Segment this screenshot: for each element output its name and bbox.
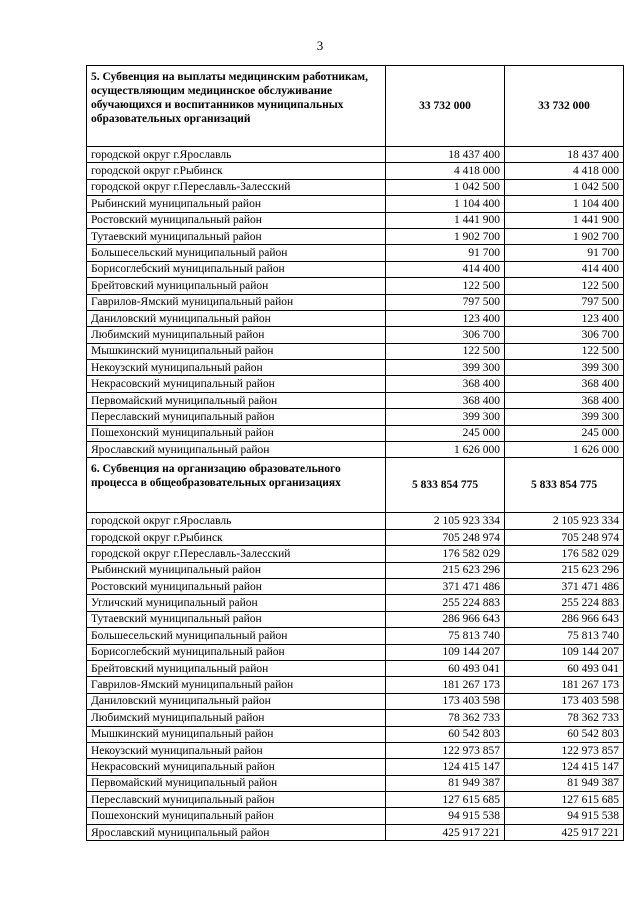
table-row [87, 546, 624, 562]
table-row [87, 513, 624, 529]
amount-1: 124 415 147 [386, 759, 505, 775]
table-row [87, 742, 624, 758]
table-row [87, 212, 624, 228]
amount-2: 1 441 900 [505, 212, 624, 228]
amount-2: 306 700 [505, 327, 624, 343]
table-row [87, 245, 624, 261]
municipality-name: Борисоглебский муниципальный район [87, 644, 386, 660]
municipality-name: Даниловский муниципальный район [87, 693, 386, 709]
table-row [87, 376, 624, 392]
amount-1: 91 700 [386, 245, 505, 261]
amount-1: 1 104 400 [386, 196, 505, 212]
amount-2: 1 626 000 [505, 442, 624, 458]
amount-1: 2 105 923 334 [386, 513, 505, 529]
table-row [87, 442, 624, 458]
amount-2: 215 623 296 [505, 562, 624, 578]
municipality-name: Любимский муниципальный район [87, 710, 386, 726]
amount-2: 78 362 733 [505, 710, 624, 726]
table-row [87, 163, 624, 179]
municipality-name: Первомайский муниципальный район [87, 392, 386, 408]
amount-1: 368 400 [386, 376, 505, 392]
table-row [87, 562, 624, 578]
table-row [87, 294, 624, 310]
municipality-name: Некрасовский муниципальный район [87, 759, 386, 775]
municipality-name: Пошехонский муниципальный район [87, 425, 386, 441]
section-total-2: 33 732 000 [505, 66, 624, 147]
amount-2: 2 105 923 334 [505, 513, 624, 529]
table-row [87, 578, 624, 594]
amount-1: 123 400 [386, 310, 505, 326]
municipality-name: городской округ г.Ярославль [87, 147, 386, 163]
municipality-name: Пошехонский муниципальный район [87, 808, 386, 824]
amount-2: 1 042 500 [505, 179, 624, 195]
table-row [87, 179, 624, 195]
table-row [87, 147, 624, 163]
amount-1: 245 000 [386, 425, 505, 441]
amount-1: 414 400 [386, 261, 505, 277]
municipality-name: Гаврилов-Ямский муниципальный район [87, 677, 386, 693]
municipality-name: городской округ г.Переславль-Залесский [87, 179, 386, 195]
amount-2: 122 973 857 [505, 742, 624, 758]
amount-2: 81 949 387 [505, 775, 624, 791]
amount-2: 1 104 400 [505, 196, 624, 212]
table-row [87, 792, 624, 808]
amount-1: 705 248 974 [386, 529, 505, 545]
subvention-table-body [87, 66, 624, 841]
amount-1: 78 362 733 [386, 710, 505, 726]
amount-2: 255 224 883 [505, 595, 624, 611]
table-row [87, 196, 624, 212]
table-row [87, 677, 624, 693]
municipality-name: Некрасовский муниципальный район [87, 376, 386, 392]
municipality-name: городской округ г.Рыбинск [87, 529, 386, 545]
amount-2: 705 248 974 [505, 529, 624, 545]
page-number: 3 [316, 38, 324, 53]
amount-1: 797 500 [386, 294, 505, 310]
municipality-name: Любимский муниципальный район [87, 327, 386, 343]
municipality-name: Гаврилов-Ямский муниципальный район [87, 294, 386, 310]
amount-1: 286 966 643 [386, 611, 505, 627]
table-row [87, 425, 624, 441]
amount-1: 306 700 [386, 327, 505, 343]
municipality-name: Угличский муниципальный район [87, 595, 386, 611]
amount-1: 181 267 173 [386, 677, 505, 693]
amount-1: 122 500 [386, 278, 505, 294]
table-row [87, 824, 624, 840]
amount-1: 425 917 221 [386, 824, 505, 840]
amount-1: 4 418 000 [386, 163, 505, 179]
table-row [87, 360, 624, 376]
amount-1: 127 615 685 [386, 792, 505, 808]
amount-1: 399 300 [386, 409, 505, 425]
amount-1: 122 973 857 [386, 742, 505, 758]
section-total-2: 5 833 854 775 [505, 458, 624, 513]
amount-2: 181 267 173 [505, 677, 624, 693]
amount-1: 255 224 883 [386, 595, 505, 611]
amount-2: 368 400 [505, 376, 624, 392]
amount-2: 91 700 [505, 245, 624, 261]
amount-2: 4 418 000 [505, 163, 624, 179]
amount-1: 60 542 803 [386, 726, 505, 742]
amount-2: 60 493 041 [505, 660, 624, 676]
amount-2: 60 542 803 [505, 726, 624, 742]
municipality-name: Переславский муниципальный район [87, 409, 386, 425]
table-row [87, 261, 624, 277]
table-row [87, 710, 624, 726]
municipality-name: Некоузский муниципальный район [87, 360, 386, 376]
section-title: 5. Субвенция на выплаты медицинским работникам, осуществляющим медицинское обслуживание обучающихся и воспитанников муниципальных образовательных организаций [87, 66, 386, 147]
amount-1: 1 626 000 [386, 442, 505, 458]
amount-1: 81 949 387 [386, 775, 505, 791]
table-row [87, 726, 624, 742]
municipality-name: Рыбинский муниципальный район [87, 196, 386, 212]
amount-1: 1 902 700 [386, 228, 505, 244]
section-total-1: 5 833 854 775 [386, 458, 505, 513]
amount-1: 399 300 [386, 360, 505, 376]
amount-1: 368 400 [386, 392, 505, 408]
amount-1: 371 471 486 [386, 578, 505, 594]
municipality-name: Мышкинский муниципальный район [87, 726, 386, 742]
table-row [87, 660, 624, 676]
municipality-name: Ярославский муниципальный район [87, 824, 386, 840]
amount-1: 109 144 207 [386, 644, 505, 660]
amount-2: 123 400 [505, 310, 624, 326]
municipality-name: Рыбинский муниципальный район [87, 562, 386, 578]
amount-1: 94 915 538 [386, 808, 505, 824]
amount-1: 215 623 296 [386, 562, 505, 578]
table-row [87, 595, 624, 611]
municipality-name: Ростовский муниципальный район [87, 578, 386, 594]
municipality-name: Большесельский муниципальный район [87, 245, 386, 261]
municipality-name: Ярославский муниципальный район [87, 442, 386, 458]
table-row [87, 327, 624, 343]
amount-1: 75 813 740 [386, 628, 505, 644]
amount-2: 368 400 [505, 392, 624, 408]
municipality-name: городской округ г.Рыбинск [87, 163, 386, 179]
amount-1: 18 437 400 [386, 147, 505, 163]
amount-2: 124 415 147 [505, 759, 624, 775]
amount-2: 797 500 [505, 294, 624, 310]
table-row [87, 310, 624, 326]
municipality-name: Ростовский муниципальный район [87, 212, 386, 228]
municipality-name: Даниловский муниципальный район [87, 310, 386, 326]
municipality-name: городской округ г.Переславль-Залесский [87, 546, 386, 562]
municipality-name: Некоузский муниципальный район [87, 742, 386, 758]
amount-2: 371 471 486 [505, 578, 624, 594]
amount-1: 176 582 029 [386, 546, 505, 562]
table-row [87, 529, 624, 545]
municipality-name: Большесельский муниципальный район [87, 628, 386, 644]
table-row [87, 644, 624, 660]
municipality-name: Тутаевский муниципальный район [87, 228, 386, 244]
table-row [87, 228, 624, 244]
amount-2: 173 403 598 [505, 693, 624, 709]
table-row [87, 808, 624, 824]
table-row [87, 611, 624, 627]
municipality-name: городской округ г.Ярославль [87, 513, 386, 529]
table-row [87, 693, 624, 709]
municipality-name: Борисоглебский муниципальный район [87, 261, 386, 277]
municipality-name: Брейтовский муниципальный район [87, 278, 386, 294]
municipality-name: Мышкинский муниципальный район [87, 343, 386, 359]
table-row [87, 759, 624, 775]
amount-2: 245 000 [505, 425, 624, 441]
municipality-name: Тутаевский муниципальный район [87, 611, 386, 627]
amount-2: 94 915 538 [505, 808, 624, 824]
amount-2: 75 813 740 [505, 628, 624, 644]
amount-2: 127 615 685 [505, 792, 624, 808]
amount-2: 399 300 [505, 360, 624, 376]
amount-2: 414 400 [505, 261, 624, 277]
subvention-table [86, 65, 624, 841]
amount-1: 173 403 598 [386, 693, 505, 709]
amount-2: 122 500 [505, 278, 624, 294]
section-header-row [87, 66, 624, 147]
amount-2: 286 966 643 [505, 611, 624, 627]
municipality-name: Переславский муниципальный район [87, 792, 386, 808]
municipality-name: Брейтовский муниципальный район [87, 660, 386, 676]
amount-1: 60 493 041 [386, 660, 505, 676]
amount-1: 1 441 900 [386, 212, 505, 228]
table-row [87, 628, 624, 644]
amount-1: 122 500 [386, 343, 505, 359]
amount-2: 109 144 207 [505, 644, 624, 660]
municipality-name: Первомайский муниципальный район [87, 775, 386, 791]
amount-2: 18 437 400 [505, 147, 624, 163]
amount-2: 425 917 221 [505, 824, 624, 840]
section-header-row [87, 458, 624, 513]
section-total-1: 33 732 000 [386, 66, 505, 147]
table-row [87, 409, 624, 425]
amount-1: 1 042 500 [386, 179, 505, 195]
amount-2: 176 582 029 [505, 546, 624, 562]
table-row [87, 343, 624, 359]
table-row [87, 278, 624, 294]
table-row [87, 392, 624, 408]
amount-2: 122 500 [505, 343, 624, 359]
amount-2: 1 902 700 [505, 228, 624, 244]
table-row [87, 775, 624, 791]
amount-2: 399 300 [505, 409, 624, 425]
section-title: 6. Субвенция на организацию образовательного процесса в общеобразовательных организациях [87, 458, 386, 513]
